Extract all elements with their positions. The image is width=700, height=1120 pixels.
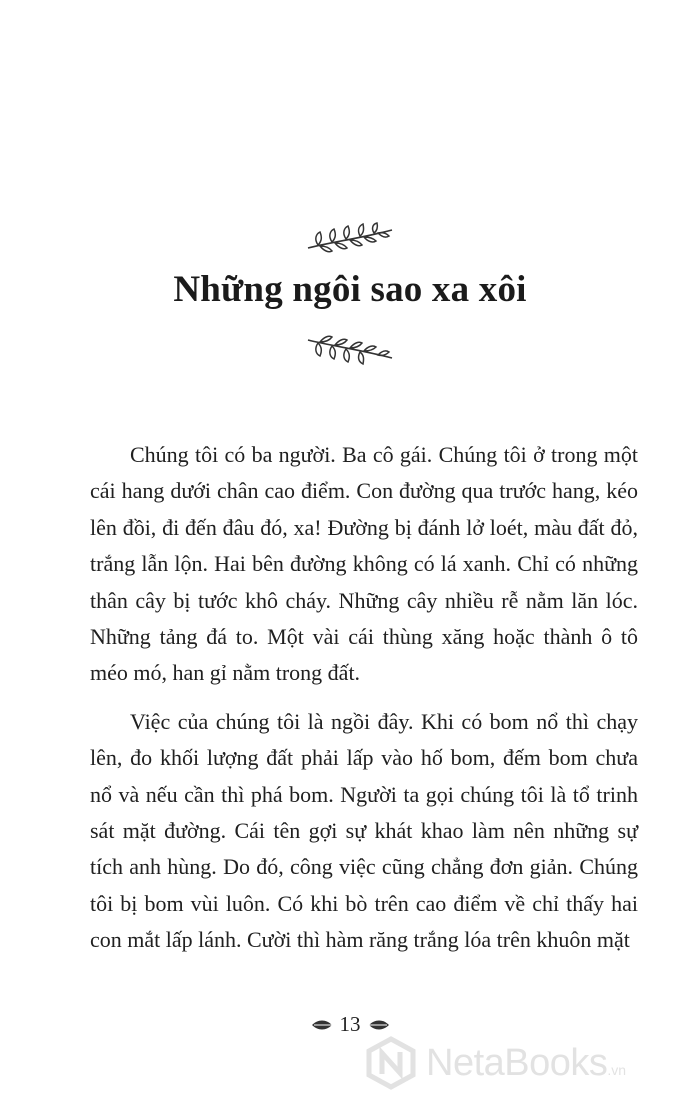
leaf-flourish-icon: [367, 1017, 391, 1033]
laurel-branch-icon: [302, 330, 398, 366]
chapter-title: Những ngôi sao xa xôi: [173, 269, 527, 310]
top-laurel-ornament: [0, 222, 700, 258]
page-footer: [0, 1012, 700, 1037]
laurel-branch-icon: [302, 222, 398, 258]
watermark-text: NetaBooks: [426, 1041, 608, 1084]
paragraph: Việc của chúng tôi là ngồi đây. Khi có bom nổ thì chạy lên, đo khối lượng đất phải lấp vào hố bom, đếm bom chưa nổ và nếu cần thì phá bom. Người ta gọi chúng tôi là tổ trinh sát mặt đường. Cái tên gợi sự khát khao làm nên những sự tích anh hùng. Do đó, công việc cũng chẳng đơn giản. Chúng tôi bị bom vùi luôn. Có khi bò trên cao điểm về chỉ thấy hai con mắt lấp lánh. Cười thì hàm răng trắng lóa trên khuôn mặt: [90, 708, 638, 953]
bottom-laurel-ornament: [0, 330, 700, 366]
paragraph: Chúng tôi có ba người. Ba cô gái. Chúng tôi ở trong một cái hang dưới chân cao điểm. Con đường qua trước hang, kéo lên đồi, đi đến đâu đó, xa! Đường bị đánh lở loét, màu đất đỏ, trắng lẫn lộn. Hai bên đường không có lá xanh. Chỉ có những thân cây bị tước khô cháy. Những cây nhiều rễ nằm lăn lóc. Những tảng đá to. Một vài cái thùng xăng hoặc thành ô tô méo mó, han gỉ nằm trong đất.: [90, 442, 638, 686]
leaf-flourish-icon: [310, 1017, 334, 1033]
watermark: [364, 1036, 626, 1090]
watermark-suffix: .vn: [607, 1062, 627, 1078]
page-number: 13: [339, 1012, 361, 1036]
body-text: [90, 437, 638, 959]
netabooks-logo-icon: [364, 1036, 418, 1090]
